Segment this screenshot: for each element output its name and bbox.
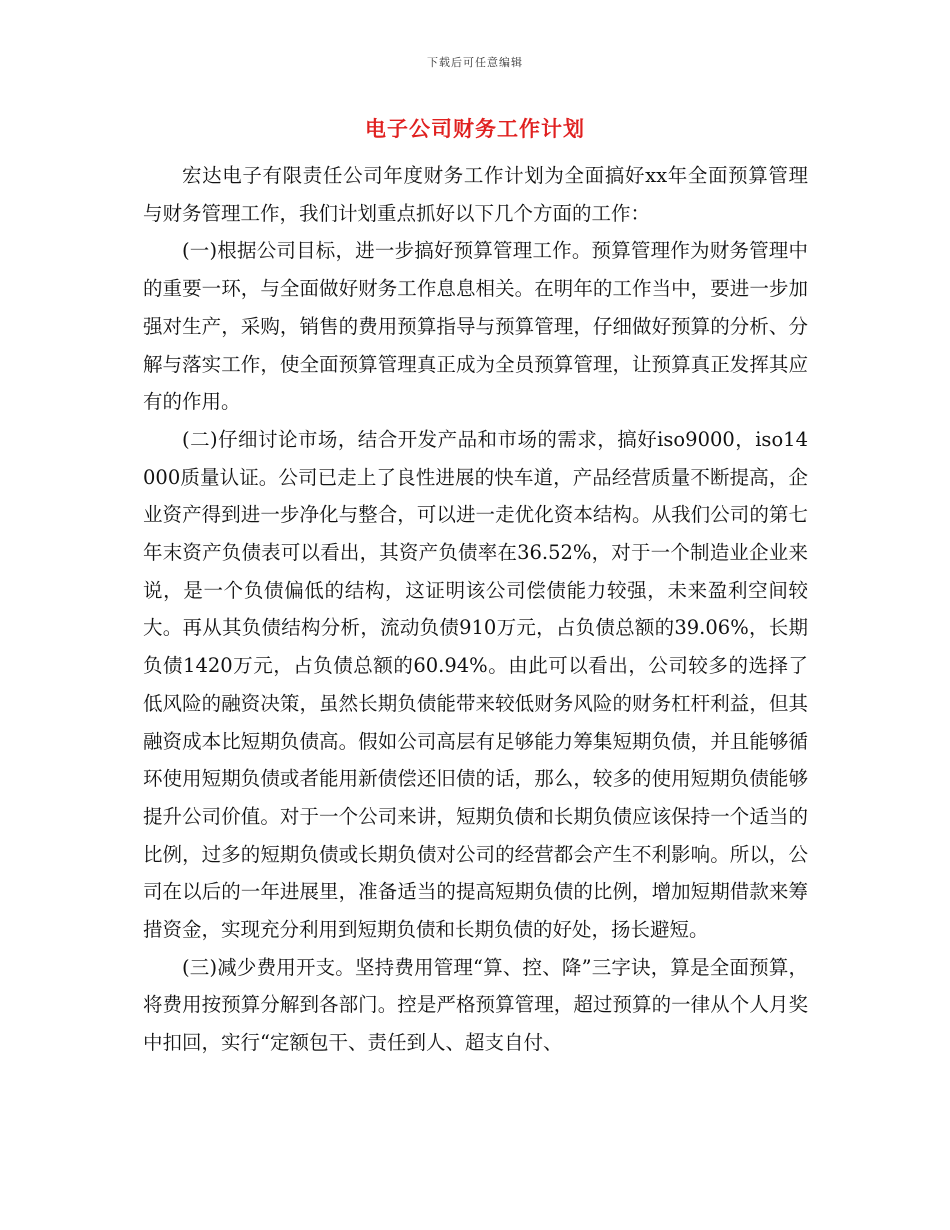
paragraph-reduce-expenses: (三)减少费用开支。坚持费用管理“算、控、降”三字诀，算是全面预算，将费用按预算分解到各部门。控是严格预算管理，超过预算的一律从个人月奖中扣回，实行“定额包干、责任到人、超支自付、 bbox=[143, 955, 808, 1055]
paragraph-market-research: (二)仔细讨论市场，结合开发产品和市场的需求，搞好iso9000，iso14000质量认证。公司已走上了良性进展的快车道，产品经营质量不断提高，企业资产得到进一步净化与整合，可以进一走优化资本结构。从我们公司的第七年末资产负债表可以看出，其资产负债率在36.52%，对于一个制造业企业来说，是一个负债偏低的结构，这证明该公司偿债能力较强，未来盈利空间较大。再从其负债结构分析，流动负债910万元，占负债总额的39.06%，长期负债1420万元，占负债总额的60.94%。由此可以看出，公司较多的选择了低风险的融资决策，虽然长期负债能带来较低财务风险的财务杠杆利益，但其融资成本比短期负债高。假如公司高层有足够能力筹集短期负债，并且能够循环使用短期负债或者能用新债偿还旧债的话，那么，较多的使用短期负债能够提升公司价值。对于一个公司来讲，短期负债和长期负债应该保持一个适当的比例，过多的短期负债或长期负债对公司的经营都会产生不利影响。所以，公司在以后的一年进展里，准备适当的提高短期负债的比例，增加短期借款来筹措资金，实现充分利用到短期负债和长期负债的好处，扬长避短。 bbox=[143, 427, 808, 942]
document-body bbox=[143, 157, 808, 1062]
document-title: 电子公司财务工作计划 bbox=[365, 116, 585, 141]
header-note: 下载后可任意编辑 bbox=[427, 56, 523, 69]
paragraph-intro: 宏达电子有限责任公司年度财务工作计划为全面搞好xx年全面预算管理与财务管理工作，我们计划重点抓好以下几个方面的工作： bbox=[143, 164, 808, 225]
paragraph-budget-management: (一)根据公司目标，进一步搞好预算管理工作。预算管理作为财务管理中的重要一环，与全面做好财务工作息息相关。在明年的工作当中，要进一步加强对生产，采购，销售的费用预算指导与预算管理，仔细做好预算的分析、分解与落实工作，使全面预算管理真正成为全员预算管理，让预算真正发挥其应有的作用。 bbox=[143, 239, 808, 414]
